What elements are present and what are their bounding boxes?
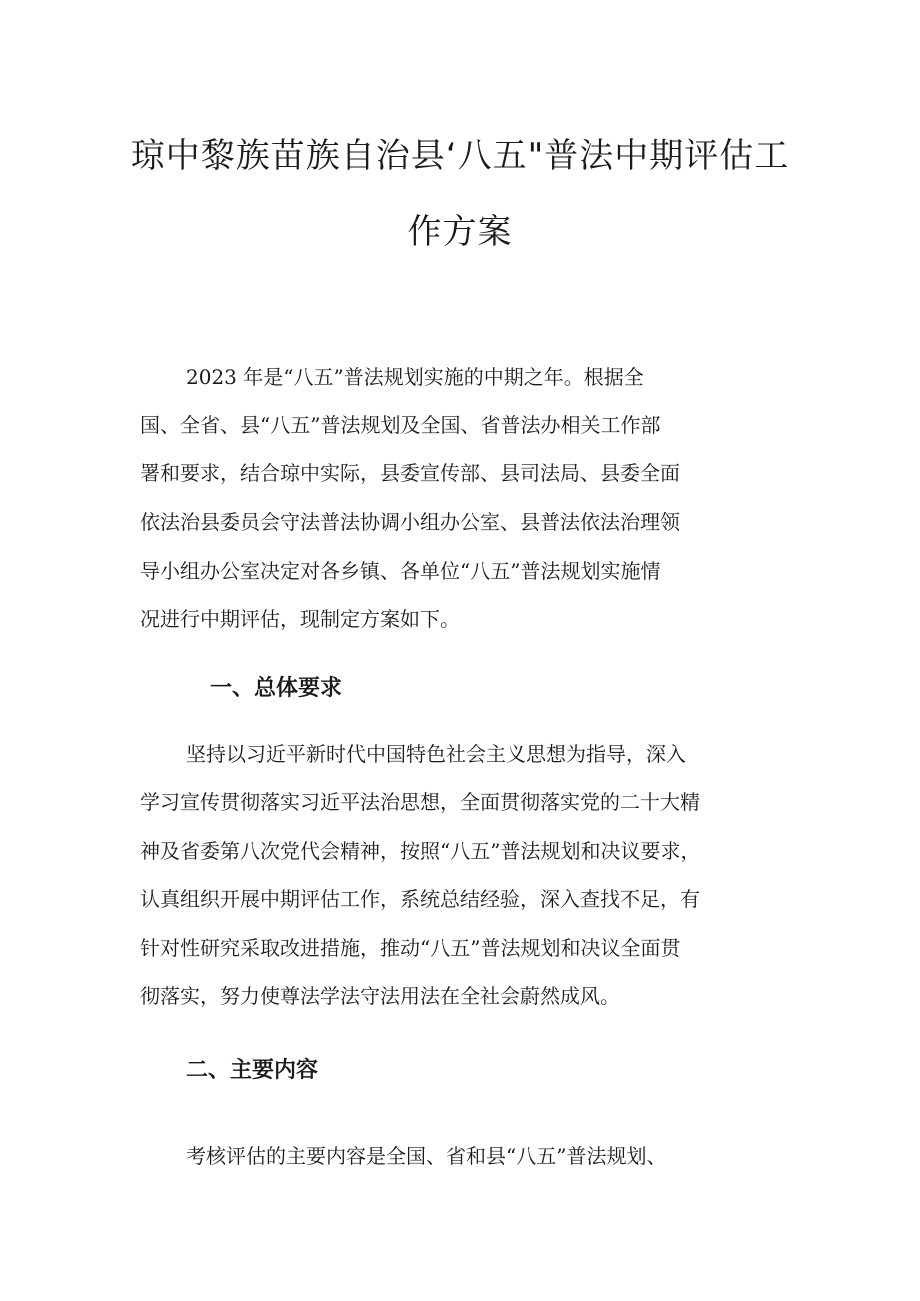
intro-line: 2023 年是“八五”普法规划实施的中期之年。根据全 [186,365,644,389]
document-title-line-2: 作方案 [407,212,513,252]
section-2-heading: 二、主要内容 [186,1058,319,1083]
section-2-line: 考核评估的主要内容是全国、省和县“八五”普法规划、 [186,1144,667,1168]
intro-line: 导小组办公室决定对各乡镇、各单位“八五”普法规划实施情 [140,559,661,583]
document-title-line-1: 琼中黎族苗族自治县‘八五"普法中期评估工 [130,136,790,176]
intro-line: 况进行中期评估，现制定方案如下。 [140,607,460,631]
section-1-line: 学习宣传贯彻落实习近平法治思想，全面贯彻落实党的二十大精 [140,790,700,814]
section-1-line: 认真组织开展中期评估工作，系统总结经验，深入查找不足，有 [140,887,700,911]
section-1-line: 坚持以习近平新时代中国特色社会主义思想为指导，深入 [186,742,686,766]
intro-line: 国、全省、县“八五”普法规划及全国、省普法办相关工作部 [140,413,661,437]
section-1-line: 彻落实，努力使尊法学法守法用法在全社会蔚然成风。 [140,984,620,1008]
intro-line: 署和要求，结合琼中实际，县委宣传部、县司法局、县委全面 [140,461,680,485]
section-1-line: 神及省委第八次党代会精神，按照“八五”普法规划和决议要求， [140,839,701,863]
section-1-line: 针对性研究采取改进措施，推动“八五”普法规划和决议全面贯 [140,936,681,960]
section-1-heading: 一、总体要求 [210,676,343,701]
intro-line: 依法治县委员会守法普法协调小组办公室、县普法依法治理领 [140,510,680,534]
